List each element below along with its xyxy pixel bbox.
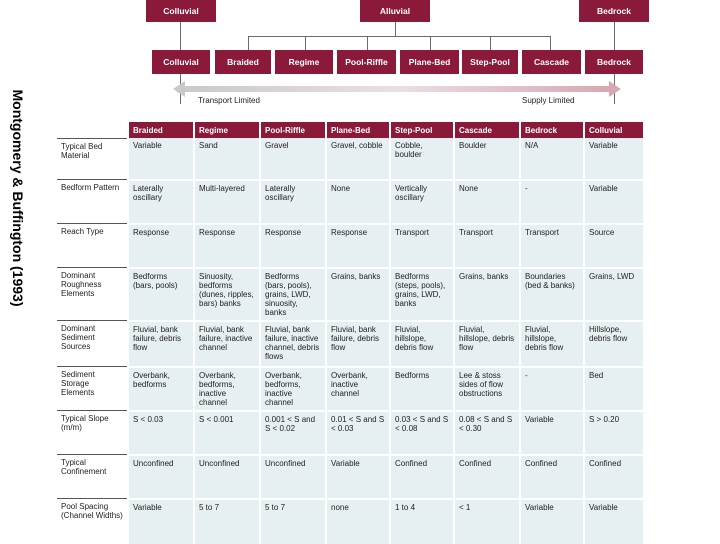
row-header: Dominant Roughness Elements [57,267,127,320]
table-row [57,138,643,179]
node-step-pool: Step-Pool [462,50,518,74]
table-cell: Hillslope, debris flow [585,320,643,366]
table-cell: Response [129,223,193,267]
row-header: Typical Slope (m/m) [57,410,127,454]
table-cell: Cobble, boulder [391,138,453,179]
table-cell: None [327,179,389,223]
citation-label: Montgomery & Buffington (1993) [10,89,26,307]
connector-bedrock [614,22,615,50]
arrow-right-head-icon [609,81,621,97]
connector-alluvial-bar [248,36,550,37]
table-cell: Gravel [261,138,325,179]
table-cell: Variable [521,498,583,544]
table-cell: Fluvial, bank failure, debris flow [327,320,389,366]
table-row [57,267,643,320]
table-cell: none [327,498,389,544]
table-cell: Response [327,223,389,267]
node-bedrock-top: Bedrock [579,0,649,22]
table-cell: Grains, banks [455,267,519,320]
table-cell: Laterally oscillary [261,179,325,223]
table-row [57,410,643,454]
connector-colluvial [180,22,181,50]
column-header: Plane-Bed [327,122,389,138]
table-cell: Response [195,223,259,267]
node-cascade: Cascade [522,50,581,74]
table-cell: Transport [391,223,453,267]
table-cell: Source [585,223,643,267]
table-cell: Grains, LWD [585,267,643,320]
table-cell: Variable [327,454,389,498]
connector-alluvial-stem [395,22,396,36]
table-corner [57,122,127,138]
table-cell: Variable [585,138,643,179]
node-bedrock: Bedrock [585,50,643,74]
table-cell: S > 0.20 [585,410,643,454]
table-cell: 0.03 < S and S < 0.08 [391,410,453,454]
transport-supply-arrow [182,86,612,92]
column-header: Braided [129,122,193,138]
table-header-row [57,122,643,138]
table-row [57,366,643,410]
table-cell: None [455,179,519,223]
table-cell: 5 to 7 [195,498,259,544]
table-row [57,454,643,498]
table-cell: Multi-layered [195,179,259,223]
table-cell: Fluvial, bank failure, debris flow [129,320,193,366]
table-row [57,320,643,366]
column-header: Colluvial [585,122,643,138]
table-cell: - [521,366,583,410]
table-cell: Vertically oscillary [391,179,453,223]
node-colluvial-top: Colluvial [146,0,216,22]
table-cell: 1 to 4 [391,498,453,544]
connector-pool-riffle [367,36,368,50]
table-cell: Fluvial, hillslope, debris flow [521,320,583,366]
table-cell: 0.01 < S and S < 0.03 [327,410,389,454]
table-cell: Gravel, cobble [327,138,389,179]
table-cell: Transport [521,223,583,267]
node-colluvial: Colluvial [152,50,210,74]
table-cell: Overbank, bedforms [129,366,193,410]
table-cell: Confined [391,454,453,498]
row-header: Sediment Storage Elements [57,366,127,410]
table-cell: Bedforms [391,366,453,410]
table-cell: Grains, banks [327,267,389,320]
column-header: Regime [195,122,259,138]
table-cell: 5 to 7 [261,498,325,544]
connector-braided [248,36,249,50]
table-cell: < 1 [455,498,519,544]
row-header: Typical Bed Material [57,138,127,179]
connector-plane-bed [430,36,431,50]
table-row [57,223,643,267]
node-plane-bed: Plane-Bed [400,50,459,74]
table-cell: Unconfined [195,454,259,498]
connector-step-pool [490,36,491,50]
table-cell: Boundaries (bed & banks) [521,267,583,320]
table-cell: Bed [585,366,643,410]
table-cell: Confined [585,454,643,498]
table-row [57,179,643,223]
table-cell: Variable [521,410,583,454]
table-cell: Confined [455,454,519,498]
node-alluvial-top: Alluvial [360,0,430,22]
table-cell: Fluvial, hillslope, debris flow [455,320,519,366]
table-cell: S < 0.03 [129,410,193,454]
column-header: Step-Pool [391,122,453,138]
supply-limited-label: Supply Limited [522,96,575,105]
table-cell: Unconfined [261,454,325,498]
column-header: Pool-Riffle [261,122,325,138]
table-cell: Confined [521,454,583,498]
table-cell: Lee & stoss sides of flow obstructions [455,366,519,410]
node-pool-riffle: Pool-Riffle [337,50,396,74]
table-cell: Bedforms (bars, pools), grains, LWD, sinuosity, banks [261,267,325,320]
table-cell: Boulder [455,138,519,179]
row-header: Pool Spacing (Channel Widths) [57,498,127,544]
arrow-left-head-icon [173,81,185,97]
table-cell: Transport [455,223,519,267]
node-regime: Regime [275,50,333,74]
table-cell: S < 0.001 [195,410,259,454]
table-cell: 0.001 < S and S < 0.02 [261,410,325,454]
connector-cascade [550,36,551,50]
table-cell: Fluvial, bank failure, inactive channel, debris flows [261,320,325,366]
table-cell: Fluvial, bank failure, inactive channel [195,320,259,366]
table-cell: Overbank, bedforms, inactive channel [195,366,259,410]
table-cell: Sand [195,138,259,179]
table-row [57,498,643,544]
table-cell: Variable [129,498,193,544]
row-header: Typical Confinement [57,454,127,498]
table-cell: N/A [521,138,583,179]
table-cell: Variable [585,498,643,544]
table-cell: 0.08 < S and S < 0.30 [455,410,519,454]
row-header: Dominant Sediment Sources [57,320,127,366]
table-cell: Bedforms (bars, pools) [129,267,193,320]
column-header: Bedrock [521,122,583,138]
table-cell: Response [261,223,325,267]
connector-regime [305,36,306,50]
table-cell: - [521,179,583,223]
row-header: Reach Type [57,223,127,267]
table-cell: Variable [129,138,193,179]
table-cell: Fluvial, hillslope, debris flow [391,320,453,366]
row-header: Bedform Pattern [57,179,127,223]
channel-comparison-table [55,122,645,544]
table-cell: Laterally oscillary [129,179,193,223]
table-cell: Overbank, bedforms, inactive channel [261,366,325,410]
column-header: Cascade [455,122,519,138]
table-cell: Bedforms (steps, pools), grains, LWD, banks [391,267,453,320]
table-cell: Sinuosity, bedforms (dunes, ripples, bars) banks [195,267,259,320]
table-cell: Variable [585,179,643,223]
table-cell: Overbank, inactive channel [327,366,389,410]
transport-limited-label: Transport Limited [198,96,260,105]
node-braided: Braided [215,50,271,74]
table-cell: Unconfined [129,454,193,498]
